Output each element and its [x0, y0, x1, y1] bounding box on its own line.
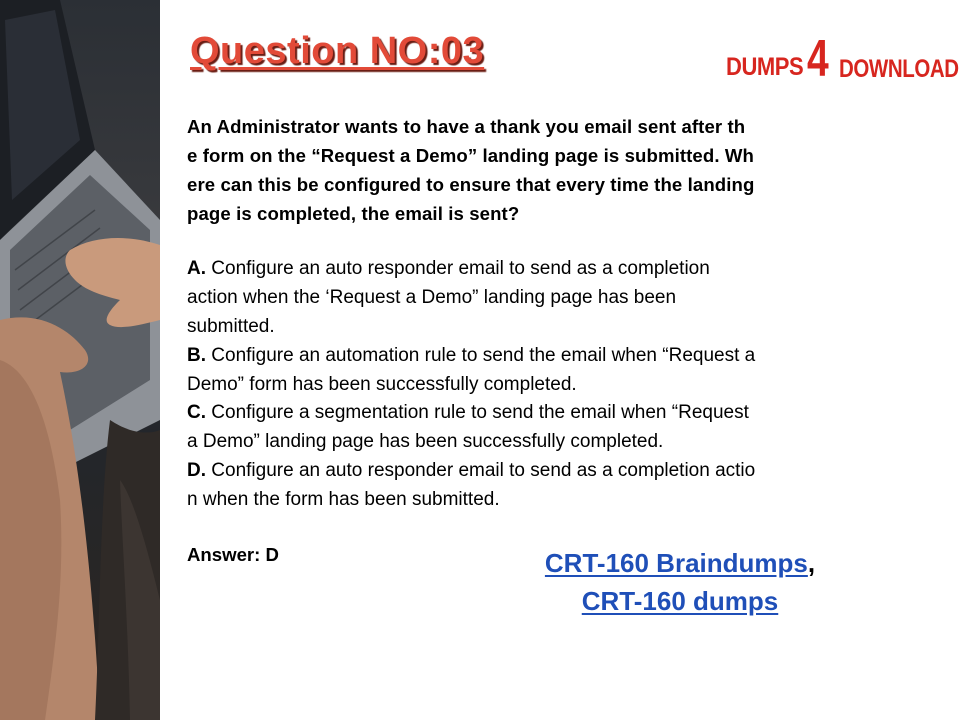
logo-word-dumps: DUMPS — [726, 53, 804, 81]
option-line: action when the ‘Request a Demo” landing page has been — [187, 287, 677, 308]
dumps4download-logo — [726, 30, 960, 93]
option-letter: C. — [187, 402, 206, 423]
question-line: An Administrator wants to have a thank you email sent after th — [187, 116, 746, 137]
laptop-photo — [0, 0, 160, 720]
question-line: page is completed, the email is sent? — [187, 203, 520, 224]
option-letter: B. — [187, 345, 206, 366]
braindumps-link[interactable]: CRT-160 Braindumps — [544, 548, 808, 578]
logo-word-download: DOWNLOAD — [839, 55, 959, 83]
links-line-2 — [500, 582, 860, 620]
dumps-links — [500, 544, 860, 620]
question-text — [187, 112, 917, 228]
option-line: n when the form has been submitted. — [187, 489, 500, 510]
option-line: a Demo” landing page has been successfully completed. — [187, 431, 664, 452]
option-text: Configure an auto responder email to send as a completion actio — [206, 460, 756, 481]
logo-numeral: 4 — [807, 30, 829, 88]
question-line: e form on the “Request a Demo” landing page is submitted. Wh — [187, 145, 754, 166]
option-a — [187, 254, 917, 341]
option-letter: A. — [187, 258, 206, 279]
answer-text: Answer: D — [187, 544, 279, 565]
option-line: submitted. — [187, 316, 275, 337]
option-text: Configure a segmentation rule to send the email when “Request — [206, 402, 749, 423]
links-line-1 — [500, 544, 860, 582]
option-d — [187, 456, 917, 514]
option-line: Demo” form has been successfully completed. — [187, 374, 577, 395]
slide-title: Question NO:03 — [190, 30, 485, 72]
option-line — [187, 341, 917, 370]
option-line — [187, 398, 917, 427]
option-text: Configure an auto responder email to send as a completion — [206, 258, 710, 279]
dumps-link[interactable]: CRT-160 dumps — [581, 586, 779, 616]
option-line — [187, 456, 917, 485]
option-b — [187, 341, 917, 399]
link-separator: , — [807, 548, 816, 578]
option-c — [187, 398, 917, 456]
option-text: Configure an automation rule to send the email when “Request a — [206, 345, 756, 366]
option-line — [187, 254, 917, 283]
question-line: ere can this be configured to ensure that every time the landing — [187, 174, 755, 195]
option-letter: D. — [187, 460, 206, 481]
